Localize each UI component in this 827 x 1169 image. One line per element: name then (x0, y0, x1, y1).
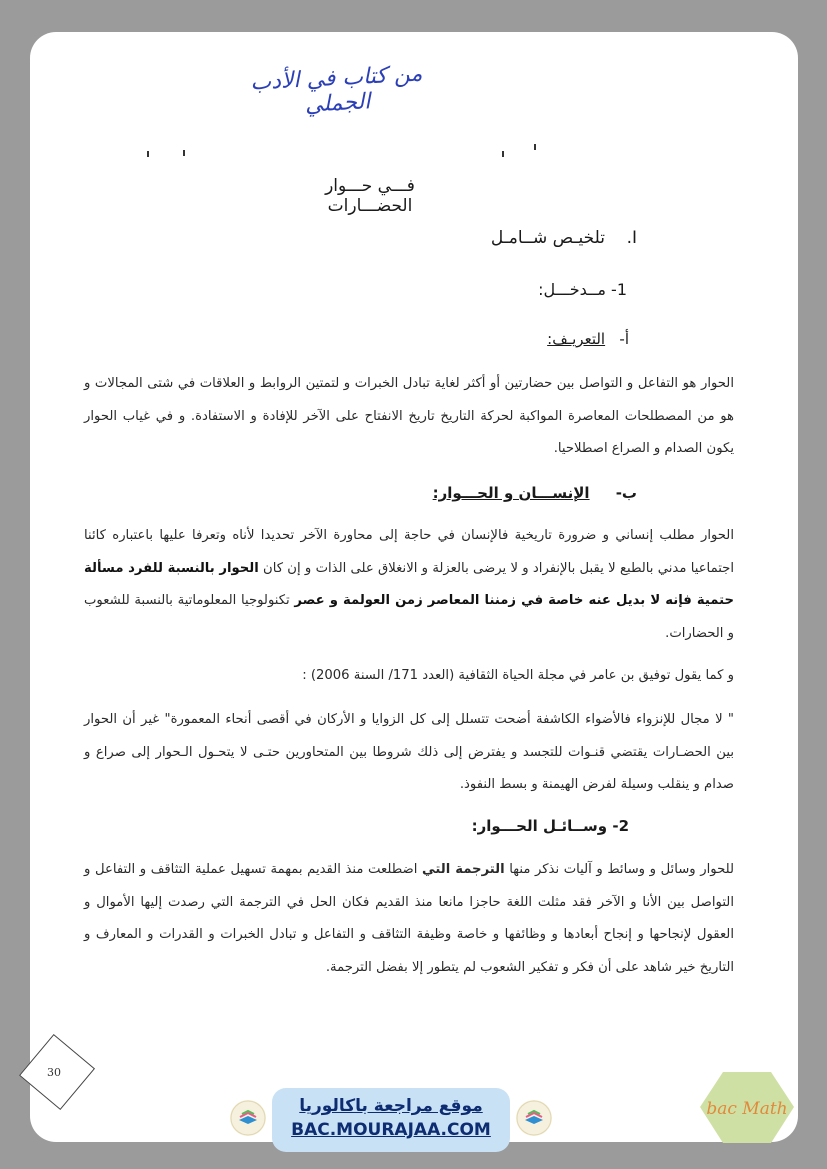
section-heading-1 (491, 228, 637, 248)
page-title: فـــي حـــوار الحضـــارات (325, 176, 415, 216)
human-dialogue-prefix: ب- (615, 484, 637, 502)
handwritten-note: من كتاب في الأدب الجملي (249, 61, 423, 118)
banner-url[interactable]: BAC.MOURAJAA.COM (291, 1120, 491, 1140)
means-text-em: الترجمة التي (422, 862, 505, 877)
human-dialogue-text-b: الحوار بالنسبة للفرد مسألة حتمية فإنه لا بديل عنه خاصة في زمننا المعاصر زمن العولمة و عصر (84, 560, 734, 608)
quote-intro: و كما يقول توفيق بن عامر في مجلة الحياة الثقافية (العدد 171/ السنة 2006) : (302, 668, 734, 683)
human-dialogue-text-c: تكنولوجيا المعلوماتية بالنسبة للشعوب و الحضارات. (84, 593, 734, 641)
paragraph-human-dialogue (84, 520, 734, 650)
subheading-definition (547, 330, 629, 348)
banner-arabic-title[interactable]: موقع مراجعة باكالوريا (299, 1096, 483, 1116)
paragraph-definition: الحوار هو التفاعل و التواصل بين حضارتين أو أكثر لغاية تبادل الخبرات و لتمتين الروابط و العلاقات في شتى المجالات و هو من المصطلحات المعاصرة المواكبة لحركة التاريخ تاريخ الانفتاح على الآخر للإفادة و الاستفادة. و في غياب الحوار يكون الصدام و الصراع اصطلاحيا. (84, 376, 734, 456)
human-dialogue-label: الإنســـان و الحـــوار: (432, 484, 590, 502)
book-logo-icon-right (516, 1100, 552, 1136)
subheading-means: 2- وســائـل الحـــوار: (471, 817, 629, 835)
paragraph-quote: " لا مجال للإنزواء فالأضواء الكاشفة أضحت تتسلل إلى كل الزوايا و الأركان في أقصى أنحاء المعمورة" غير أن الحوار بين الحضـارات يقتضي قنـوات للتجسد و يفترض إلى ذلك شروطا بين المتحاورين حتـى لا يتحـول الـحوار إلى صراع و صدام و ينقلب وسيلة لفرض الهيمنة و بسط النفوذ. (84, 712, 734, 792)
site-banner[interactable] (272, 1088, 510, 1152)
section-label: تلخيـص شــامـل (490, 228, 605, 248)
subheading-human-dialogue (433, 484, 637, 502)
page-number: 30 (47, 1066, 61, 1079)
section-number: I. (626, 228, 637, 248)
means-text-a: للحوار وسائل و وسائط و آليات نذكر منها (509, 862, 734, 877)
means-text-b: اضطلعت منذ القديم بمهمة تسهيل عملية التثاقف و التفاعل و التواصل بين الأنا و الآخر فقد مثلت اللغة حاجزا مانعا منذ القديم فكان الحل في الترجمة التي رصدت إليها الأموال و العقول لإنجاحها و إنجاح أبعادها و وظائفها و خاصة وظيفة التثاقف و التفاعل و تبادل الخبرات و القدرات و المعارف و التاريخ خير شاهد على أن فكر و تفكير الشعوب لم يتطور إلا بفضل الترجمة. (84, 862, 734, 975)
bacmath-logo-text: bac Math (706, 1099, 788, 1119)
book-logo-icon (230, 1100, 266, 1136)
definition-prefix: أ- (619, 330, 629, 348)
human-dialogue-text-a: الحوار مطلب إنساني و ضرورة تاريخية فالإنسان في حاجة إلى محاورة الآخر تحديدا لأناه وتعرفا عليها باعتباره كائنا اجتماعيا مدني بالطبع لا يقبل بالإنفراد و لا يرضى بالعزلة و الانغلاق على الذات و إن كان (84, 528, 734, 576)
definition-label: التعريـف: (547, 330, 606, 348)
bacmath-logo (698, 1070, 796, 1145)
subheading-intro: 1- مــدخـــل: (538, 280, 627, 299)
paragraph-means (84, 854, 734, 984)
